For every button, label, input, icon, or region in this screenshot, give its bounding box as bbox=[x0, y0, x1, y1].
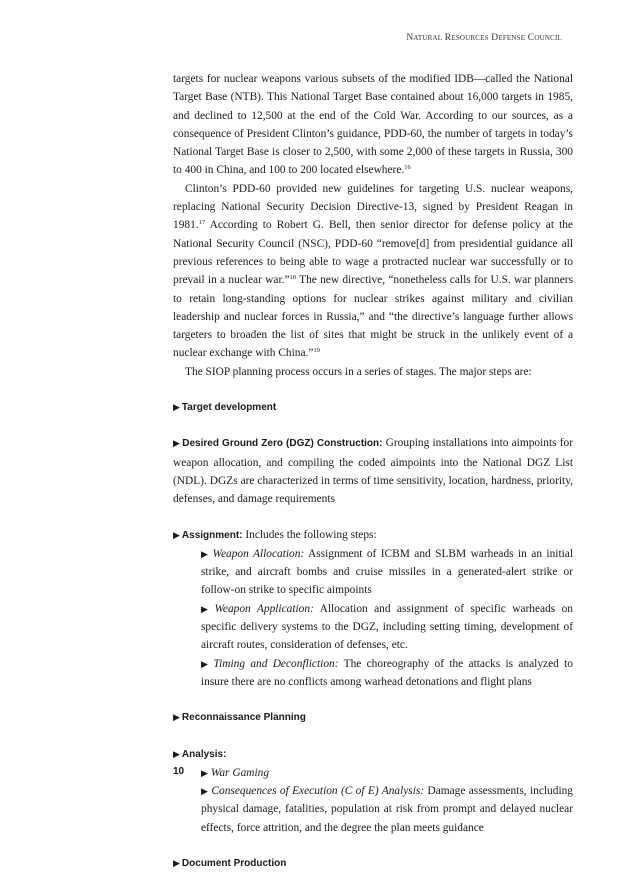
paragraph-3: The SIOP planning process occurs in a series of stages. The major steps are: bbox=[185, 365, 532, 378]
substep-consequences-of-execution: ▶ Consequences of Execution (C of E) Analysis: Damage assessments, including physical damage, fatalities, population at risk from prompt and delayed nuclear effects, force attrition, and the degree the plan meets guidance bbox=[201, 785, 574, 834]
triangle-right-icon: ▶ bbox=[173, 438, 181, 449]
triangle-right-icon: ▶ bbox=[201, 658, 211, 669]
paragraph-2: Clinton’s PDD-60 provided new guidelines for targeting U.S. nuclear weapons, replacing National Security Decision Directive-13, signed by President Reagan in 1981.17 According to Robert G. Bell, then senior director for defense policy at the National Security Council (NSC), PDD-60 “remove[d] from presidential guidance all previous references to being able to wage a protracted nuclear war successfully or to prevail in a nuclear war.”$^{18}$ The new directive, “nonetheless calls for U.S. war planners to retain long-standing options for nuclear strikes against military and civilian leadership and nuclear forces in Russia,” and “the directive’s language further allows targeters to broaden the list of sites that might be struck in the unlikely event of a nuclear exchange with China.”$^{19}$ bbox=[173, 182, 574, 360]
triangle-right-icon: ▶ bbox=[201, 603, 212, 614]
substep-war-gaming: ▶ War Gaming bbox=[201, 766, 270, 779]
triangle-right-icon: ▶ bbox=[173, 712, 180, 723]
triangle-right-icon: ▶ bbox=[201, 767, 208, 778]
substep-weapon-allocation: ▶ Weapon Allocation: Assignment of ICBM and SLBM warheads in an initial strike, and aircraft bombs and cruise missiles in a generated-alert strike or follow-on strike to specific aimpoints bbox=[201, 547, 574, 597]
step-reconnaissance-planning: ▶ Reconnaissance Planning bbox=[173, 712, 306, 724]
paragraph-1: targets for nuclear weapons various subsets of the modified IDB—called the National Target Base (NTB). This National Target Base contained about 16,000 targets in 1985, and declined to 12,500 at the end of the Cold War. According to our sources, as a consequence of President Clinton’s guidance, PDD-60, the number of targets in today’s National Target Base is closer to 2,500, with some 2,000 of these targets in Russia, 300 to 400 in China, and 100 to 200 located elsewhere.$^{16}$ bbox=[173, 73, 573, 177]
triangle-right-icon: ▶ bbox=[173, 402, 180, 413]
substep-weapon-application: ▶ Weapon Application: Allocation and assignment of specific warheads on specific delivery systems to the DGZ, including setting timing, development of aircraft routes, consideration of defenses, etc. bbox=[201, 602, 573, 652]
body-text bbox=[173, 70, 573, 873]
triangle-right-icon: ▶ bbox=[201, 786, 209, 797]
triangle-right-icon: ▶ bbox=[173, 748, 180, 759]
page-number: 10 bbox=[173, 766, 185, 777]
footnote-ref-16[interactable]: 16 bbox=[404, 164, 411, 172]
substep-timing-deconfliction: ▶ Timing and Deconfliction: The choreography of the attacks is analyzed to insure there are no conflicts among warhead detonations and flight plans bbox=[201, 657, 573, 688]
step-dgz-construction: ▶ Desired Ground Zero (DGZ) Construction: Grouping installations into aimpoints for weapon allocation, and compiling the coded aimpoints into the National DGZ List (NDL). DGZs are characterized in terms of time sensitivity, location, hardness, priority, defenses, and damage requirements bbox=[173, 437, 574, 506]
triangle-right-icon: ▶ bbox=[173, 857, 180, 868]
step-assignment: ▶ Assignment: Includes the following steps: bbox=[173, 528, 377, 541]
step-document-production: ▶ Document Production bbox=[173, 857, 287, 869]
triangle-right-icon: ▶ bbox=[201, 548, 210, 559]
footnote-ref-17[interactable]: 17 bbox=[198, 219, 206, 227]
triangle-right-icon: ▶ bbox=[173, 529, 180, 540]
step-target-development: ▶ Target development bbox=[173, 402, 277, 414]
running-header: Natural Resources Defense Council bbox=[406, 33, 562, 43]
footnote-ref-19[interactable]: 19 bbox=[313, 347, 320, 355]
step-analysis: ▶ Analysis: bbox=[173, 748, 227, 760]
footnote-ref-18[interactable]: 18 bbox=[289, 274, 297, 282]
